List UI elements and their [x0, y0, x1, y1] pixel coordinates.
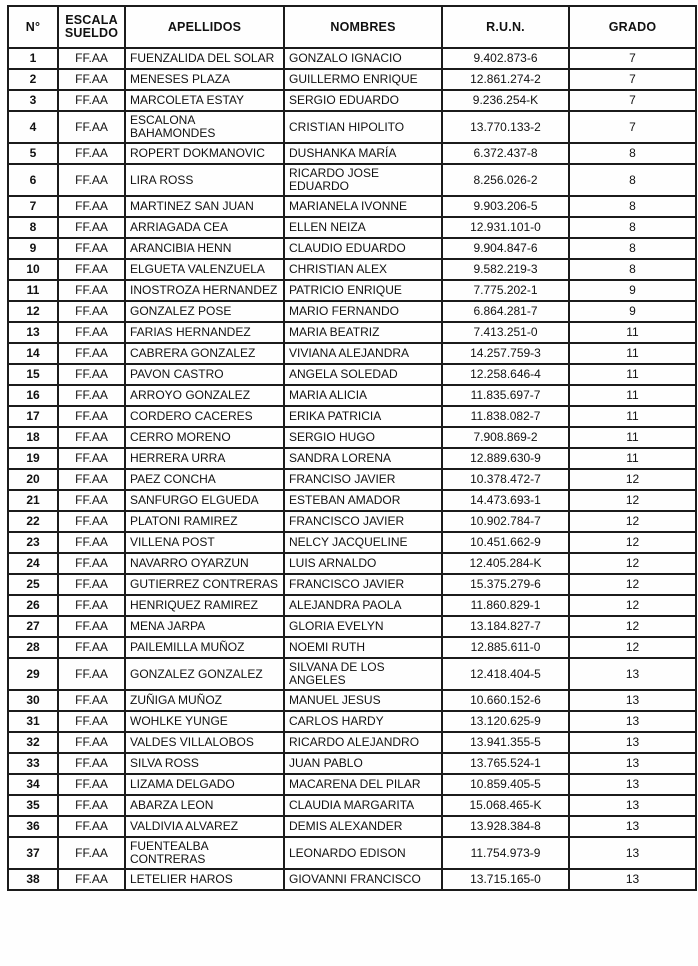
table-row: [8, 711, 696, 732]
cell-apellidos: PAVON CASTRO: [125, 364, 284, 385]
table-row: [8, 574, 696, 595]
cell-apellidos: WOHLKE YUNGE: [125, 711, 284, 732]
cell-run: 9.236.254-K: [442, 90, 569, 111]
cell-apellidos: CORDERO CACERES: [125, 406, 284, 427]
cell-grado: 13: [569, 658, 696, 690]
cell-number: 13: [8, 322, 58, 343]
cell-nombres: NOEMI RUTH: [284, 637, 442, 658]
cell-apellidos: GONZALEZ POSE: [125, 301, 284, 322]
cell-apellidos: ZUÑIGA MUÑOZ: [125, 690, 284, 711]
cell-nombres: LUIS ARNALDO: [284, 553, 442, 574]
cell-apellidos: HENRIQUEZ RAMIREZ: [125, 595, 284, 616]
cell-apellidos: GONZALEZ GONZALEZ: [125, 658, 284, 690]
cell-apellidos: VILLENA POST: [125, 532, 284, 553]
cell-apellidos: GUTIERREZ CONTRERAS: [125, 574, 284, 595]
cell-apellidos: MENA JARPA: [125, 616, 284, 637]
table-row: [8, 532, 696, 553]
cell-apellidos: PAILEMILLA MUÑOZ: [125, 637, 284, 658]
cell-escala-sueldo: FF.AA: [58, 616, 125, 637]
cell-run: 9.903.206-5: [442, 196, 569, 217]
cell-grado: 12: [569, 511, 696, 532]
cell-escala-sueldo: FF.AA: [58, 343, 125, 364]
cell-run: 10.451.662-9: [442, 532, 569, 553]
table-row: [8, 837, 696, 869]
cell-escala-sueldo: FF.AA: [58, 217, 125, 238]
cell-nombres: DUSHANKA MARÍA: [284, 143, 442, 164]
cell-number: 6: [8, 164, 58, 196]
table-row: [8, 90, 696, 111]
table-row: [8, 869, 696, 890]
cell-run: 15.375.279-6: [442, 574, 569, 595]
cell-grado: 13: [569, 869, 696, 890]
cell-number: 10: [8, 259, 58, 280]
cell-grado: 7: [569, 90, 696, 111]
table-row: [8, 322, 696, 343]
cell-number: 20: [8, 469, 58, 490]
cell-nombres: MARIO FERNANDO: [284, 301, 442, 322]
cell-nombres: ESTEBAN AMADOR: [284, 490, 442, 511]
cell-escala-sueldo: FF.AA: [58, 385, 125, 406]
cell-number: 28: [8, 637, 58, 658]
cell-apellidos: ESCALONA BAHAMONDES: [125, 111, 284, 143]
cell-run: 13.765.524-1: [442, 753, 569, 774]
cell-grado: 8: [569, 259, 696, 280]
cell-escala-sueldo: FF.AA: [58, 690, 125, 711]
cell-number: 14: [8, 343, 58, 364]
cell-number: 5: [8, 143, 58, 164]
cell-apellidos: HERRERA URRA: [125, 448, 284, 469]
cell-nombres: CRISTIAN HIPOLITO: [284, 111, 442, 143]
cell-grado: 8: [569, 238, 696, 259]
cell-number: 18: [8, 427, 58, 448]
cell-run: 11.860.829-1: [442, 595, 569, 616]
cell-run: 9.402.873-6: [442, 48, 569, 69]
cell-escala-sueldo: FF.AA: [58, 364, 125, 385]
cell-run: 7.908.869-2: [442, 427, 569, 448]
cell-grado: 13: [569, 816, 696, 837]
cell-escala-sueldo: FF.AA: [58, 658, 125, 690]
column-header-apellidos: APELLIDOS: [125, 6, 284, 48]
cell-number: 4: [8, 111, 58, 143]
cell-escala-sueldo: FF.AA: [58, 48, 125, 69]
cell-nombres: GUILLERMO ENRIQUE: [284, 69, 442, 90]
cell-grado: 13: [569, 774, 696, 795]
table-row: [8, 385, 696, 406]
cell-nombres: MARIANELA IVONNE: [284, 196, 442, 217]
cell-grado: 8: [569, 143, 696, 164]
cell-apellidos: SANFURGO ELGUEDA: [125, 490, 284, 511]
cell-nombres: GLORIA EVELYN: [284, 616, 442, 637]
table-row: [8, 238, 696, 259]
cell-nombres: CLAUDIA MARGARITA: [284, 795, 442, 816]
cell-escala-sueldo: FF.AA: [58, 795, 125, 816]
cell-apellidos: CERRO MORENO: [125, 427, 284, 448]
cell-number: 25: [8, 574, 58, 595]
cell-run: 12.861.274-2: [442, 69, 569, 90]
cell-number: 12: [8, 301, 58, 322]
cell-apellidos: VALDES VILLALOBOS: [125, 732, 284, 753]
cell-run: 7.775.202-1: [442, 280, 569, 301]
cell-apellidos: VALDIVIA ALVAREZ: [125, 816, 284, 837]
cell-run: 6.864.281-7: [442, 301, 569, 322]
cell-escala-sueldo: FF.AA: [58, 111, 125, 143]
cell-escala-sueldo: FF.AA: [58, 753, 125, 774]
cell-grado: 12: [569, 595, 696, 616]
cell-escala-sueldo: FF.AA: [58, 238, 125, 259]
cell-escala-sueldo: FF.AA: [58, 732, 125, 753]
cell-nombres: MARIA ALICIA: [284, 385, 442, 406]
cell-apellidos: PAEZ CONCHA: [125, 469, 284, 490]
cell-number: 32: [8, 732, 58, 753]
cell-run: 9.582.219-3: [442, 259, 569, 280]
cell-grado: 12: [569, 574, 696, 595]
cell-escala-sueldo: FF.AA: [58, 816, 125, 837]
table-body: [8, 48, 696, 890]
cell-apellidos: CABRERA GONZALEZ: [125, 343, 284, 364]
cell-grado: 12: [569, 532, 696, 553]
cell-apellidos: ABARZA LEON: [125, 795, 284, 816]
cell-escala-sueldo: FF.AA: [58, 427, 125, 448]
cell-run: 6.372.437-8: [442, 143, 569, 164]
cell-nombres: RICARDO JOSE EDUARDO: [284, 164, 442, 196]
cell-escala-sueldo: FF.AA: [58, 164, 125, 196]
cell-run: 9.904.847-6: [442, 238, 569, 259]
column-header-run: R.U.N.: [442, 6, 569, 48]
cell-number: 22: [8, 511, 58, 532]
cell-run: 13.184.827-7: [442, 616, 569, 637]
table-row: [8, 143, 696, 164]
cell-nombres: CLAUDIO EDUARDO: [284, 238, 442, 259]
cell-run: 10.902.784-7: [442, 511, 569, 532]
column-header-grado: GRADO: [569, 6, 696, 48]
cell-escala-sueldo: FF.AA: [58, 595, 125, 616]
cell-escala-sueldo: FF.AA: [58, 837, 125, 869]
cell-run: 14.257.759-3: [442, 343, 569, 364]
cell-number: 34: [8, 774, 58, 795]
table-row: [8, 732, 696, 753]
cell-nombres: SILVANA DE LOS ANGELES: [284, 658, 442, 690]
cell-grado: 11: [569, 427, 696, 448]
cell-grado: 12: [569, 469, 696, 490]
cell-nombres: ANGELA SOLEDAD: [284, 364, 442, 385]
column-header-num: N°: [8, 6, 58, 48]
cell-apellidos: ROPERT DOKMANOVIC: [125, 143, 284, 164]
table-row: [8, 196, 696, 217]
cell-escala-sueldo: FF.AA: [58, 711, 125, 732]
cell-apellidos: MARCOLETA ESTAY: [125, 90, 284, 111]
cell-apellidos: ARROYO GONZALEZ: [125, 385, 284, 406]
cell-grado: 9: [569, 280, 696, 301]
cell-escala-sueldo: FF.AA: [58, 774, 125, 795]
cell-run: 13.770.133-2: [442, 111, 569, 143]
cell-number: 26: [8, 595, 58, 616]
cell-nombres: GIOVANNI FRANCISCO: [284, 869, 442, 890]
cell-nombres: MACARENA DEL PILAR: [284, 774, 442, 795]
cell-grado: 11: [569, 385, 696, 406]
table-row: [8, 795, 696, 816]
cell-nombres: CHRISTIAN ALEX: [284, 259, 442, 280]
cell-escala-sueldo: FF.AA: [58, 196, 125, 217]
cell-number: 23: [8, 532, 58, 553]
table-row: [8, 343, 696, 364]
cell-number: 21: [8, 490, 58, 511]
cell-grado: 12: [569, 637, 696, 658]
cell-grado: 13: [569, 690, 696, 711]
cell-escala-sueldo: FF.AA: [58, 406, 125, 427]
cell-run: 10.660.152-6: [442, 690, 569, 711]
cell-run: 13.120.625-9: [442, 711, 569, 732]
cell-run: 12.258.646-4: [442, 364, 569, 385]
cell-apellidos: FUENZALIDA DEL SOLAR: [125, 48, 284, 69]
cell-escala-sueldo: FF.AA: [58, 869, 125, 890]
cell-nombres: FRANCISCO JAVIER: [284, 574, 442, 595]
cell-nombres: VIVIANA ALEJANDRA: [284, 343, 442, 364]
table-row: [8, 469, 696, 490]
cell-run: 7.413.251-0: [442, 322, 569, 343]
cell-grado: 7: [569, 111, 696, 143]
cell-apellidos: FARIAS HERNANDEZ: [125, 322, 284, 343]
cell-nombres: FRANCISO JAVIER: [284, 469, 442, 490]
cell-run: 12.931.101-0: [442, 217, 569, 238]
table-row: [8, 448, 696, 469]
cell-number: 30: [8, 690, 58, 711]
cell-apellidos: LETELIER HAROS: [125, 869, 284, 890]
cell-number: 36: [8, 816, 58, 837]
cell-number: 7: [8, 196, 58, 217]
cell-grado: 11: [569, 322, 696, 343]
table-row: [8, 217, 696, 238]
table-row: [8, 111, 696, 143]
cell-run: 13.941.355-5: [442, 732, 569, 753]
cell-escala-sueldo: FF.AA: [58, 301, 125, 322]
cell-nombres: MARIA BEATRIZ: [284, 322, 442, 343]
table-row: [8, 427, 696, 448]
cell-run: 11.835.697-7: [442, 385, 569, 406]
cell-number: 3: [8, 90, 58, 111]
cell-grado: 12: [569, 490, 696, 511]
cell-run: 13.928.384-8: [442, 816, 569, 837]
cell-grado: 8: [569, 196, 696, 217]
cell-escala-sueldo: FF.AA: [58, 448, 125, 469]
cell-escala-sueldo: FF.AA: [58, 90, 125, 111]
cell-number: 29: [8, 658, 58, 690]
cell-nombres: ALEJANDRA PAOLA: [284, 595, 442, 616]
cell-apellidos: MARTINEZ SAN JUAN: [125, 196, 284, 217]
cell-nombres: DEMIS ALEXANDER: [284, 816, 442, 837]
cell-apellidos: ARRIAGADA CEA: [125, 217, 284, 238]
cell-escala-sueldo: FF.AA: [58, 143, 125, 164]
table-row: [8, 690, 696, 711]
cell-apellidos: PLATONI RAMIREZ: [125, 511, 284, 532]
cell-escala-sueldo: FF.AA: [58, 637, 125, 658]
cell-escala-sueldo: FF.AA: [58, 69, 125, 90]
cell-grado: 13: [569, 732, 696, 753]
cell-number: 24: [8, 553, 58, 574]
cell-nombres: CARLOS HARDY: [284, 711, 442, 732]
cell-grado: 12: [569, 553, 696, 574]
cell-number: 17: [8, 406, 58, 427]
cell-run: 8.256.026-2: [442, 164, 569, 196]
column-header-escala: ESCALA SUELDO: [58, 6, 125, 48]
cell-nombres: ELLEN NEIZA: [284, 217, 442, 238]
table-row: [8, 816, 696, 837]
cell-grado: 11: [569, 364, 696, 385]
table-row: [8, 164, 696, 196]
cell-nombres: SANDRA LORENA: [284, 448, 442, 469]
table-row: [8, 406, 696, 427]
cell-run: 12.889.630-9: [442, 448, 569, 469]
cell-escala-sueldo: FF.AA: [58, 553, 125, 574]
cell-number: 38: [8, 869, 58, 890]
cell-nombres: RICARDO ALEJANDRO: [284, 732, 442, 753]
cell-apellidos: ARANCIBIA HENN: [125, 238, 284, 259]
cell-grado: 13: [569, 837, 696, 869]
cell-run: 12.418.404-5: [442, 658, 569, 690]
cell-number: 37: [8, 837, 58, 869]
cell-grado: 11: [569, 406, 696, 427]
cell-nombres: NELCY JACQUELINE: [284, 532, 442, 553]
cell-grado: 11: [569, 343, 696, 364]
cell-nombres: MANUEL JESUS: [284, 690, 442, 711]
cell-run: 11.838.082-7: [442, 406, 569, 427]
cell-run: 11.754.973-9: [442, 837, 569, 869]
cell-run: 12.885.611-0: [442, 637, 569, 658]
cell-escala-sueldo: FF.AA: [58, 490, 125, 511]
cell-number: 8: [8, 217, 58, 238]
cell-run: 13.715.165-0: [442, 869, 569, 890]
cell-grado: 12: [569, 616, 696, 637]
cell-nombres: JUAN PABLO: [284, 753, 442, 774]
cell-grado: 7: [569, 69, 696, 90]
cell-grado: 9: [569, 301, 696, 322]
cell-escala-sueldo: FF.AA: [58, 322, 125, 343]
table-row: [8, 301, 696, 322]
cell-escala-sueldo: FF.AA: [58, 532, 125, 553]
cell-escala-sueldo: FF.AA: [58, 574, 125, 595]
table-row: [8, 364, 696, 385]
cell-escala-sueldo: FF.AA: [58, 511, 125, 532]
cell-apellidos: FUENTEALBA CONTRERAS: [125, 837, 284, 869]
cell-run: 14.473.693-1: [442, 490, 569, 511]
cell-grado: 11: [569, 448, 696, 469]
cell-apellidos: MENESES PLAZA: [125, 69, 284, 90]
cell-apellidos: INOSTROZA HERNANDEZ: [125, 280, 284, 301]
cell-nombres: LEONARDO EDISON: [284, 837, 442, 869]
cell-number: 2: [8, 69, 58, 90]
cell-number: 33: [8, 753, 58, 774]
cell-grado: 13: [569, 711, 696, 732]
table-row: [8, 511, 696, 532]
cell-number: 9: [8, 238, 58, 259]
cell-run: 12.405.284-K: [442, 553, 569, 574]
table-row: [8, 616, 696, 637]
cell-run: 10.378.472-7: [442, 469, 569, 490]
table-row: [8, 637, 696, 658]
cell-number: 19: [8, 448, 58, 469]
column-header-nombres: NOMBRES: [284, 6, 442, 48]
table-row: [8, 69, 696, 90]
cell-grado: 13: [569, 753, 696, 774]
cell-escala-sueldo: FF.AA: [58, 280, 125, 301]
cell-run: 15.068.465-K: [442, 795, 569, 816]
personnel-table: [7, 5, 697, 891]
cell-run: 10.859.405-5: [442, 774, 569, 795]
table-row: [8, 259, 696, 280]
cell-number: 1: [8, 48, 58, 69]
table-row: [8, 490, 696, 511]
header-row: [8, 6, 696, 48]
cell-nombres: GONZALO IGNACIO: [284, 48, 442, 69]
cell-number: 35: [8, 795, 58, 816]
table-row: [8, 48, 696, 69]
table-header: [8, 6, 696, 48]
cell-apellidos: NAVARRO OYARZUN: [125, 553, 284, 574]
cell-number: 11: [8, 280, 58, 301]
cell-grado: 7: [569, 48, 696, 69]
cell-apellidos: LIZAMA DELGADO: [125, 774, 284, 795]
cell-grado: 8: [569, 164, 696, 196]
cell-number: 15: [8, 364, 58, 385]
cell-escala-sueldo: FF.AA: [58, 469, 125, 490]
table-row: [8, 658, 696, 690]
table-row: [8, 595, 696, 616]
table-row: [8, 553, 696, 574]
cell-grado: 8: [569, 217, 696, 238]
cell-number: 27: [8, 616, 58, 637]
cell-nombres: FRANCISCO JAVIER: [284, 511, 442, 532]
cell-apellidos: LIRA ROSS: [125, 164, 284, 196]
cell-escala-sueldo: FF.AA: [58, 259, 125, 280]
cell-nombres: PATRICIO ENRIQUE: [284, 280, 442, 301]
cell-nombres: SERGIO EDUARDO: [284, 90, 442, 111]
cell-apellidos: ELGUETA VALENZUELA: [125, 259, 284, 280]
table-row: [8, 280, 696, 301]
cell-nombres: SERGIO HUGO: [284, 427, 442, 448]
table-row: [8, 753, 696, 774]
cell-number: 31: [8, 711, 58, 732]
table-row: [8, 774, 696, 795]
cell-grado: 13: [569, 795, 696, 816]
cell-number: 16: [8, 385, 58, 406]
cell-apellidos: SILVA ROSS: [125, 753, 284, 774]
cell-nombres: ERIKA PATRICIA: [284, 406, 442, 427]
